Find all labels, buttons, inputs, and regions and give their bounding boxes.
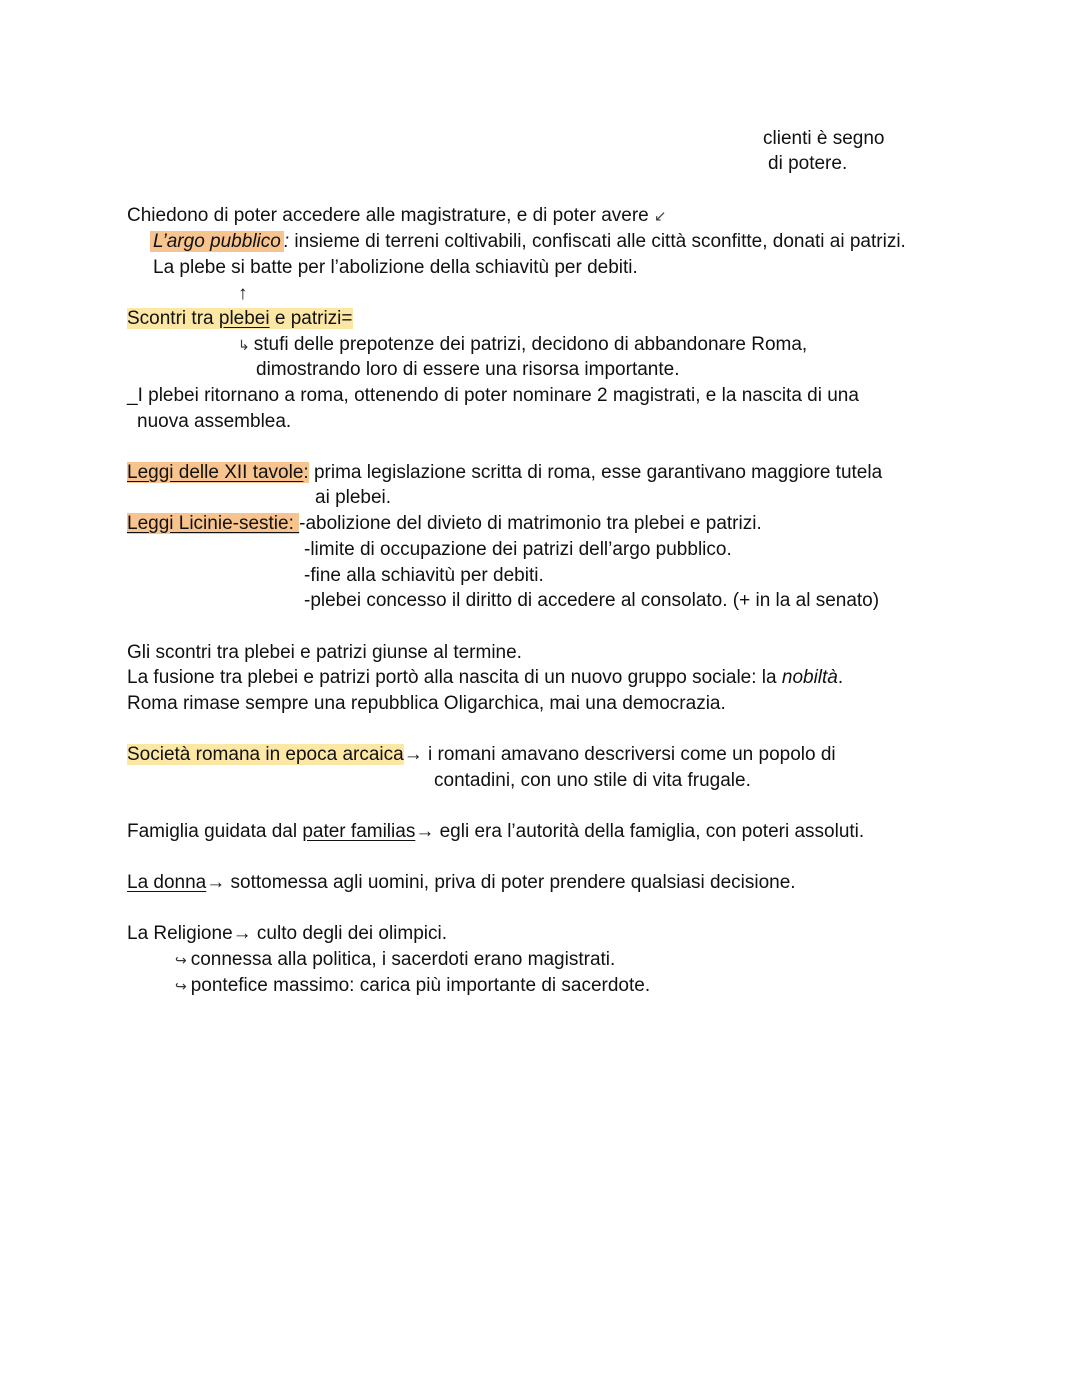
societa-text: i romani amavano descriversi come un popolo di	[422, 744, 836, 765]
leggi-licinie-item-2: -limite di occupazione dei patrizi dell’argo pubblico.	[304, 539, 732, 560]
right-arrow-icon: →	[403, 744, 423, 765]
societa-label: Società romana in epoca arcaica	[127, 744, 404, 765]
scontri-heading-highlight	[127, 308, 353, 329]
leggi-xii-colon: :	[303, 462, 309, 483]
religione-sub-2	[175, 974, 650, 998]
plebei-term: plebei	[218, 308, 270, 329]
donna-text: sottomessa agli uomini, priva di poter prendere qualsiasi decisione.	[225, 872, 796, 893]
famiglia-prefix: Famiglia guidata dal	[127, 821, 303, 842]
societa-text-2: contadini, con uno stile di vita frugale.	[434, 770, 751, 791]
intro-text: Chiedono di poter accedere alle magistrature, e di poter avere	[127, 205, 649, 226]
leggi-licinie-item-3: -fine alla schiavitù per debiti.	[304, 565, 544, 586]
famiglia-line	[127, 820, 864, 844]
conclusione-l2-suffix: .	[837, 667, 844, 688]
leggi-licinie-item-1: -abolizione del divieto di matrimonio tra plebei e patrizi.	[299, 513, 762, 534]
leggi-xii-line	[127, 461, 882, 485]
leggi-xii-highlight	[127, 462, 309, 483]
scontri-sub-1	[238, 333, 807, 357]
conclusione-l2-prefix: La fusione tra plebei e patrizi portò alla nascita di un nuovo gruppo sociale: la	[127, 667, 782, 688]
right-arrow-icon: →	[206, 872, 226, 893]
ritorno-line-2: nuova assemblea.	[137, 411, 292, 432]
conclusione-line-1: Gli scontri tra plebei e patrizi giunse al termine.	[127, 642, 522, 663]
hook-right-arrow-icon: ↪	[175, 952, 187, 968]
donna-term: La donna	[127, 872, 207, 893]
hook-arrow-icon: ↳	[238, 337, 250, 353]
scontri-sub-2: dimostrando loro di essere una risorsa importante.	[256, 359, 680, 380]
leggi-xii-label: Leggi delle XII tavole	[127, 462, 304, 483]
intro-line	[127, 204, 667, 229]
argo-colon: :	[283, 231, 290, 252]
religione-line	[127, 922, 447, 946]
right-arrow-icon: →	[232, 923, 252, 944]
conclusione-line-2	[127, 666, 843, 690]
leggi-licinie-item-4: -plebei concesso il diritto di accedere al consolato. (+ in la al senato)	[304, 590, 880, 611]
pater-familias-term: pater familias	[302, 821, 416, 842]
margin-note-line-1: clienti è segno	[763, 128, 885, 149]
religione-term: La Religione	[127, 923, 233, 944]
up-arrow-icon: ↑	[238, 283, 248, 304]
plebe-line: La plebe si batte per l’abolizione della schiavitù per debiti.	[153, 257, 638, 278]
societa-line	[127, 743, 836, 767]
donna-line	[127, 871, 796, 895]
right-arrow-icon: →	[415, 821, 435, 842]
religione-sub-1	[175, 948, 615, 972]
conclusione-line-3: Roma rimase sempre una repubblica Oligarchica, mai una democrazia.	[127, 693, 726, 714]
argo-pubblico-definition: insieme di terreni coltivabili, confiscati alle città sconfitte, donati ai patrizi.	[289, 231, 906, 252]
ritorno-line-1: _I plebei ritornano a roma, ottenendo di poter nominare 2 magistrati, e la nascita di una	[127, 385, 859, 406]
leggi-xii-text-2: ai plebei.	[315, 487, 392, 508]
scontri-heading	[127, 307, 353, 331]
argo-pubblico-line	[150, 230, 906, 254]
leggi-xii-text: prima legislazione scritta di roma, esse garantivano maggiore tutela	[308, 462, 883, 483]
scontri-prefix: Scontri tra	[127, 308, 219, 329]
down-left-arrow-icon: ↙	[654, 208, 667, 225]
famiglia-text: egli era l’autorità della famiglia, con poteri assoluti.	[434, 821, 865, 842]
religione-sub-1-text: connessa alla politica, i sacerdoti erano magistrati.	[190, 949, 616, 970]
nobilta-term: nobiltà	[781, 667, 838, 688]
religione-text: culto degli dei olimpici.	[251, 923, 448, 944]
leggi-licinie-label: Leggi Licinie-sestie:	[127, 513, 300, 534]
scontri-suffix: e patrizi=	[269, 308, 353, 329]
argo-pubblico-term: L’argo pubblico	[150, 231, 284, 252]
hook-right-arrow-icon: ↪	[175, 978, 187, 994]
scontri-sub-1-text: stufi delle prepotenze dei patrizi, decidono di abbandonare Roma,	[253, 334, 808, 355]
leggi-licinie-line	[127, 512, 762, 536]
margin-note-line-2: di potere.	[768, 153, 848, 174]
religione-sub-2-text: pontefice massimo: carica più importante di sacerdote.	[190, 975, 651, 996]
